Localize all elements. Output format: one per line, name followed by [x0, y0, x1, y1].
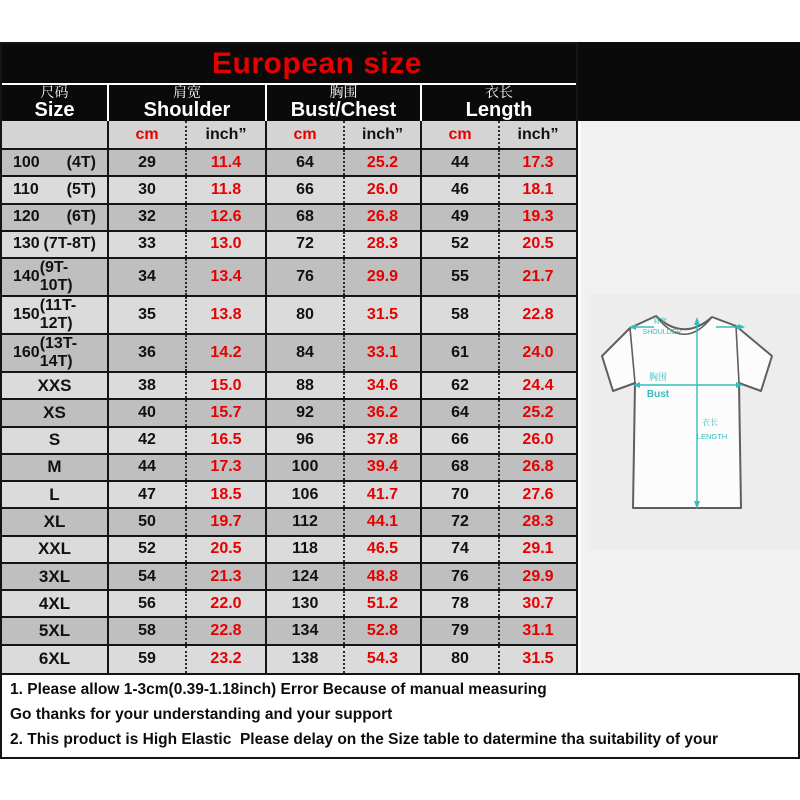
cell-inch-value: 34.6 — [345, 373, 422, 398]
cell-cm-value: 88 — [267, 373, 345, 398]
cell-cm-value: 33 — [109, 232, 187, 257]
cell-cm-value: 29 — [109, 150, 187, 175]
cell-size: XS — [2, 400, 109, 425]
table-row — [2, 335, 576, 373]
cell-inch-value: 28.3 — [345, 232, 422, 257]
cell-inch-value: 54.3 — [345, 646, 422, 673]
column-headers — [2, 83, 576, 121]
cell-inch-value: 26.0 — [522, 431, 554, 449]
table-row — [2, 428, 576, 455]
cell-cm-value: 80 — [422, 646, 500, 673]
length-label-en: LENGTH — [696, 432, 728, 441]
cell-cm-value: 138 — [267, 646, 345, 673]
table-row — [2, 564, 576, 591]
cell-size: XL — [2, 509, 109, 534]
cell-cm-value: 42 — [109, 428, 187, 453]
cell-inch-value: 36.2 — [345, 400, 422, 425]
cell-cm-value: 66 — [267, 177, 345, 202]
cell-inch-value: 25.2 — [345, 150, 422, 175]
cell-inch-value: 20.5 — [522, 235, 554, 253]
size-table — [0, 42, 578, 675]
cell-inch-value: 30.7 — [522, 594, 554, 612]
cell-inch-value: 24.0 — [522, 344, 554, 362]
cell-cm-value: 76 — [422, 564, 500, 589]
table-row — [2, 482, 576, 509]
page-title: European size — [212, 46, 422, 80]
unit-cell — [2, 121, 109, 148]
unit-cell: cm — [422, 121, 500, 148]
cell-cm-value: 92 — [267, 400, 345, 425]
cell-inch-value: 20.5 — [187, 537, 267, 562]
size-table-rows — [2, 150, 576, 673]
size-age-tag: (7T-8T) — [43, 235, 96, 253]
unit-row — [2, 121, 576, 150]
cell-cm-value: 36 — [109, 335, 187, 371]
cell-inch-value: 17.3 — [522, 153, 554, 171]
col-header-bust-en: Bust/Chest — [290, 99, 397, 121]
cell-inch-value: 16.5 — [187, 428, 267, 453]
cell-size: 5XL — [2, 618, 109, 643]
table-row — [2, 591, 576, 618]
cell-inch-value: 19.7 — [187, 509, 267, 534]
cell-cm-value: 106 — [267, 482, 345, 507]
unit-cell: cm — [267, 121, 345, 148]
size-number: 130 — [13, 235, 40, 253]
table-row — [2, 259, 576, 297]
note-line-3: 2. This product is High Elastic Please delay on the Size table to datermine tha suitability of your — [10, 731, 718, 748]
cell-size: M — [2, 455, 109, 480]
cell-inch-value: 18.5 — [187, 482, 267, 507]
cell-inch-value: 28.3 — [522, 513, 554, 531]
cell-inch-value: 15.0 — [187, 373, 267, 398]
cell-cm-value: 68 — [267, 205, 345, 230]
cell-size: S — [2, 428, 109, 453]
cell-inch-value: 19.3 — [522, 208, 554, 226]
cell-cm-value: 72 — [267, 232, 345, 257]
cell-cm-value: 62 — [422, 373, 500, 398]
size-number: 140 — [13, 268, 40, 286]
cell-inch-value: 41.7 — [345, 482, 422, 507]
col-header-shoulder-zh: 肩宽 — [173, 84, 201, 100]
cell-cm-value: 66 — [422, 428, 500, 453]
size-age-tag: (4T) — [66, 153, 96, 171]
cell-cm-value: 64 — [422, 400, 500, 425]
cell-inch-value: 24.4 — [522, 376, 554, 394]
cell-inch-value: 25.2 — [522, 403, 554, 421]
cell-inch-value: 31.5 — [345, 297, 422, 333]
tshirt-diagram — [588, 294, 800, 550]
cell-inch-value: 22.8 — [522, 306, 554, 324]
cell-cm-value: 58 — [109, 618, 187, 643]
cell-cm-value: 130 — [267, 591, 345, 616]
cell-size: 3XL — [2, 564, 109, 589]
cell-inch-value: 22.8 — [187, 618, 267, 643]
size-age-tag: (13T-14T) — [39, 335, 78, 371]
col-header-length-en: Length — [465, 99, 533, 121]
table-row — [2, 618, 576, 645]
cell-cm-value: 79 — [422, 618, 500, 643]
unit-cell: inch” — [187, 121, 267, 148]
cell-cm-value: 54 — [109, 564, 187, 589]
col-header-size — [2, 85, 109, 121]
cell-inch-value: 12.6 — [187, 205, 267, 230]
cell-cm-value: 112 — [267, 509, 345, 534]
table-row — [2, 537, 576, 564]
cell-inch-value: 13.8 — [187, 297, 267, 333]
table-row — [2, 400, 576, 427]
shoulder-label-en: SHOULDER — [642, 329, 682, 336]
notes-box — [0, 673, 800, 759]
cell-cm-value: 47 — [109, 482, 187, 507]
cell-inch-value: 29.1 — [522, 540, 554, 558]
bust-label-en: Bust — [646, 389, 670, 400]
cell-cm-value: 118 — [267, 537, 345, 562]
cell-size: 6XL — [2, 646, 109, 673]
cell-cm-value: 38 — [109, 373, 187, 398]
size-age-tag: (9T-10T) — [39, 259, 73, 295]
cell-cm-value: 30 — [109, 177, 187, 202]
cell-cm-value: 61 — [422, 335, 500, 371]
size-age-tag: (11T-12T) — [39, 297, 77, 333]
cell-inch-value: 44.1 — [345, 509, 422, 534]
col-header-length — [422, 85, 576, 121]
table-row — [2, 455, 576, 482]
cell-inch-value: 13.4 — [187, 259, 267, 295]
cell-inch-value: 29.9 — [345, 259, 422, 295]
cell-cm-value: 44 — [109, 455, 187, 480]
cell-size — [2, 150, 109, 175]
col-header-bust-zh: 胸围 — [329, 84, 358, 100]
cell-cm-value: 76 — [267, 259, 345, 295]
table-row — [2, 297, 576, 335]
size-number: 120 — [13, 208, 40, 226]
cell-inch-value: 14.2 — [187, 335, 267, 371]
shoulder-label-zh: 肩宽 — [653, 318, 667, 325]
cell-inch-value: 15.7 — [187, 400, 267, 425]
cell-size — [2, 177, 109, 202]
size-age-tag: (5T) — [66, 180, 96, 198]
table-row — [2, 373, 576, 400]
col-header-shoulder-en: Shoulder — [143, 99, 231, 121]
cell-inch-value: 26.0 — [345, 177, 422, 202]
col-header-bust — [267, 85, 422, 121]
cell-inch-value: 21.7 — [522, 268, 554, 286]
col-header-size-zh: 尺码 — [40, 84, 69, 100]
col-header-length-zh: 衣长 — [485, 84, 513, 100]
cell-cm-value: 70 — [422, 482, 500, 507]
cell-inch-value: 31.1 — [522, 622, 554, 640]
cell-cm-value: 52 — [422, 232, 500, 257]
title-row — [2, 44, 576, 83]
cell-cm-value: 134 — [267, 618, 345, 643]
cell-cm-value: 46 — [422, 177, 500, 202]
cell-inch-value: 26.8 — [522, 458, 554, 476]
size-age-tag: (6T) — [66, 208, 96, 226]
cell-cm-value: 96 — [267, 428, 345, 453]
unit-cell: inch” — [345, 121, 422, 148]
cell-inch-value: 52.8 — [345, 618, 422, 643]
cell-cm-value: 68 — [422, 455, 500, 480]
cell-cm-value: 74 — [422, 537, 500, 562]
note-line-1: 1. Please allow 1-3cm(0.39-1.18inch) Error Because of manual measuring — [10, 681, 547, 698]
col-header-size-en: Size — [34, 99, 75, 121]
bust-label-zh: 胸围 — [648, 372, 668, 382]
cell-inch-value: 21.3 — [187, 564, 267, 589]
cell-cm-value: 72 — [422, 509, 500, 534]
cell-inch-value: 33.1 — [345, 335, 422, 371]
cell-cm-value: 56 — [109, 591, 187, 616]
unit-cell: inch” — [517, 125, 559, 143]
size-number: 150 — [13, 306, 40, 324]
cell-inch-value: 29.9 — [522, 567, 554, 585]
cell-inch-value: 22.0 — [187, 591, 267, 616]
length-label-zh: 衣长 — [702, 418, 718, 427]
cell-cm-value: 64 — [267, 150, 345, 175]
cell-cm-value: 32 — [109, 205, 187, 230]
cell-cm-value: 80 — [267, 297, 345, 333]
cell-inch-value: 39.4 — [345, 455, 422, 480]
cell-inch-value: 27.6 — [522, 485, 554, 503]
cell-cm-value: 100 — [267, 455, 345, 480]
cell-cm-value: 59 — [109, 646, 187, 673]
cell-cm-value: 55 — [422, 259, 500, 295]
cell-inch-value: 46.5 — [345, 537, 422, 562]
cell-inch-value: 13.0 — [187, 232, 267, 257]
cell-cm-value: 49 — [422, 205, 500, 230]
cell-size — [2, 297, 109, 333]
cell-inch-value: 37.8 — [345, 428, 422, 453]
cell-cm-value: 78 — [422, 591, 500, 616]
size-number: 160 — [13, 344, 40, 362]
cell-inch-value: 23.2 — [187, 646, 267, 673]
cell-inch-value: 48.8 — [345, 564, 422, 589]
table-row — [2, 646, 576, 673]
cell-size: XXS — [2, 373, 109, 398]
table-row — [2, 205, 576, 232]
cell-cm-value: 52 — [109, 537, 187, 562]
cell-size: 4XL — [2, 591, 109, 616]
cell-size — [2, 335, 109, 371]
size-number: 110 — [13, 180, 39, 198]
cell-cm-value: 84 — [267, 335, 345, 371]
cell-inch-value: 26.8 — [345, 205, 422, 230]
cell-cm-value: 58 — [422, 297, 500, 333]
cell-inch-value: 11.8 — [187, 177, 267, 202]
cell-size — [2, 232, 109, 257]
cell-cm-value: 35 — [109, 297, 187, 333]
table-row — [2, 509, 576, 536]
cell-cm-value: 50 — [109, 509, 187, 534]
cell-size — [2, 205, 109, 230]
unit-cell: cm — [109, 121, 187, 148]
cell-cm-value: 44 — [422, 150, 500, 175]
cell-cm-value: 40 — [109, 400, 187, 425]
cell-inch-value: 18.1 — [522, 180, 554, 198]
cell-size — [2, 259, 109, 295]
size-number: 100 — [13, 153, 40, 171]
cell-inch-value: 31.5 — [522, 650, 554, 668]
table-row — [2, 177, 576, 204]
cell-inch-value: 51.2 — [345, 591, 422, 616]
col-header-shoulder — [109, 85, 267, 121]
cell-inch-value: 11.4 — [187, 150, 267, 175]
note-line-2: Go thanks for your understanding and your support — [10, 706, 393, 723]
cell-size: L — [2, 482, 109, 507]
cell-size: XXL — [2, 537, 109, 562]
cell-inch-value: 17.3 — [187, 455, 267, 480]
cell-cm-value: 124 — [267, 564, 345, 589]
cell-cm-value: 34 — [109, 259, 187, 295]
table-row — [2, 232, 576, 259]
table-row — [2, 150, 576, 177]
